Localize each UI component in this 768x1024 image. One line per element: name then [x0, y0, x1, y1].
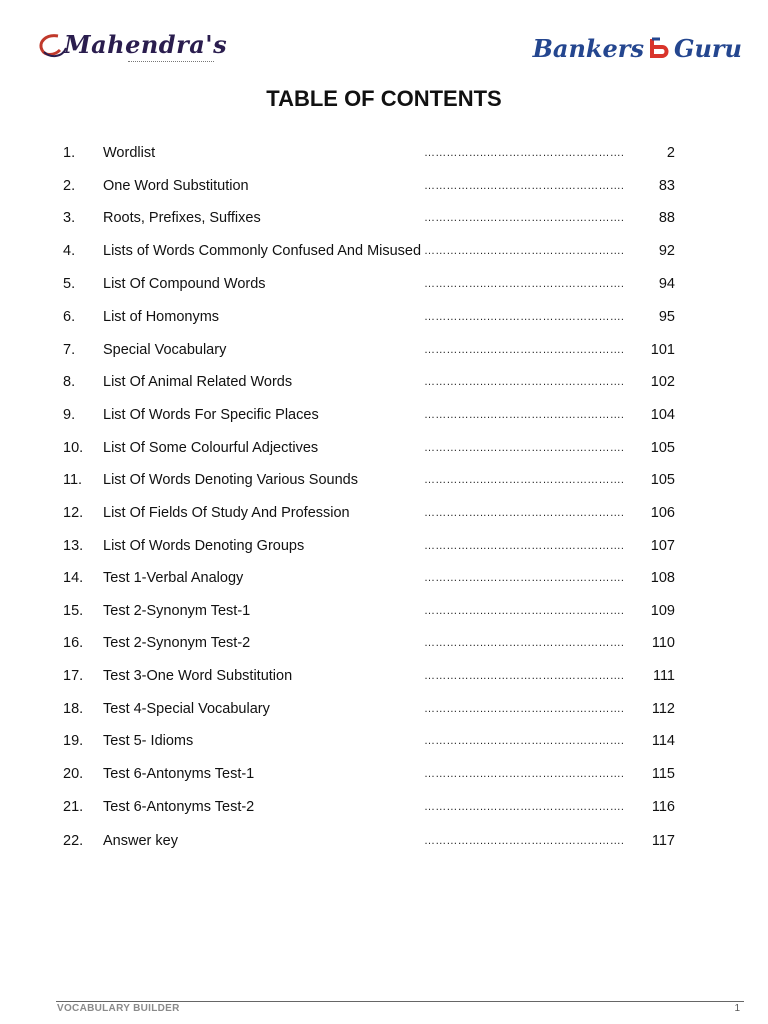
toc-entry-title: Test 3-One Word Substitution [103, 668, 293, 684]
toc-entry [0, 633, 768, 653]
toc-entry [0, 470, 768, 490]
toc-entry-title: Test 1-Verbal Analogy [103, 570, 244, 586]
toc-entry [0, 438, 768, 458]
toc-entry-title: Wordlist [103, 145, 156, 161]
toc-entry-title: Test 2-Synonym Test-1 [103, 603, 251, 619]
toc-entry-page: 102 [650, 374, 675, 390]
toc-entry-page: 95 [658, 309, 675, 325]
toc-entry-number: 17. [63, 668, 84, 684]
toc-entry-page: 109 [650, 603, 675, 619]
toc-entry-page: 2 [666, 145, 675, 161]
toc-entry-page: 94 [658, 276, 675, 292]
toc-entry [0, 764, 768, 784]
toc-entry [0, 797, 768, 817]
toc-entry-title: List of Homonyms [103, 309, 220, 325]
toc-entry-number: 4. [63, 243, 76, 259]
toc-entry-leader: ……………..………………………………. [424, 735, 625, 747]
toc-entry-number: 13. [63, 538, 84, 554]
toc-entry-page: 88 [658, 210, 675, 226]
bankers-guru-logo-left: Bankers [532, 33, 644, 63]
toc-entry-leader: ……………..………………………………. [424, 572, 625, 584]
toc-entry-number: 12. [63, 505, 84, 521]
toc-entry-page: 112 [651, 701, 675, 717]
toc-entry-number: 19. [63, 733, 84, 749]
toc-entry-number: 5. [63, 276, 76, 292]
toc-entry-leader: ……………..………………………………. [424, 703, 625, 715]
toc-entry [0, 568, 768, 588]
page-title: TABLE OF CONTENTS [266, 86, 502, 111]
toc-entry-number: 1. [63, 145, 76, 161]
toc-entry-leader: ……………..………………………………. [424, 376, 625, 388]
toc-entry [0, 731, 768, 751]
toc-entry [0, 143, 768, 163]
toc-entry [0, 176, 768, 196]
toc-entry-leader: ……………..………………………………. [424, 637, 625, 649]
toc-entry-number: 21. [63, 799, 84, 815]
toc-entry-title: Test 4-Special Vocabulary [103, 701, 270, 717]
toc-entry-page: 104 [650, 407, 675, 423]
toc-entry-page: 116 [651, 799, 675, 815]
toc-entry-title: Test 2-Synonym Test-2 [103, 635, 251, 651]
toc-entry-leader: ……………..………………………………. [424, 442, 625, 454]
toc-entry-page: 110 [651, 635, 675, 651]
toc-entry-title: Test 6-Antonyms Test-2 [103, 799, 255, 815]
toc-entry-leader: ……………..………………………………. [424, 278, 625, 290]
toc-entry [0, 699, 768, 719]
toc-entry-number: 9. [63, 407, 76, 423]
toc-entry-number: 15. [63, 603, 84, 619]
toc-entry-leader: ……………..………………………………. [424, 474, 625, 486]
toc-entry-title: One Word Substitution [103, 178, 249, 194]
toc-entry-title: List Of Words For Specific Places [103, 407, 319, 423]
toc-entry-page: 115 [651, 766, 675, 782]
toc-entry [0, 536, 768, 556]
bankers-guru-logo-right: Guru [673, 33, 742, 63]
toc-entry-number: 14. [63, 570, 84, 586]
toc-entry-title: List Of Some Colourful Adjectives [103, 440, 319, 456]
toc-entry-leader: ……………..………………………………. [424, 507, 625, 519]
toc-entry [0, 274, 768, 294]
toc-entry-page: 92 [658, 243, 675, 259]
toc-entry-leader: ……………..………………………………. [424, 212, 625, 224]
toc-entry-leader: ……………..………………………………. [424, 147, 625, 159]
toc-entry-page: 107 [650, 538, 675, 554]
toc-entry-leader: ……………..………………………………. [424, 409, 625, 421]
toc-entry [0, 208, 768, 228]
toc-entry-number: 16. [63, 635, 84, 651]
toc-entry-page: 105 [650, 472, 675, 488]
toc-entry-title: List Of Words Denoting Groups [103, 538, 305, 554]
toc-entry-page: 101 [650, 342, 675, 358]
toc-entry-leader: ……………..………………………………. [424, 245, 625, 257]
toc-entry-number: 20. [63, 766, 84, 782]
toc-entry [0, 241, 768, 261]
toc-entry-number: 11. [63, 472, 83, 488]
toc-entry-title: Special Vocabulary [103, 342, 227, 358]
toc-entry-page: 117 [651, 833, 675, 849]
toc-entry-page: 111 [652, 668, 675, 684]
toc-entry-leader: ……………..………………………………. [424, 180, 625, 192]
toc-entry-leader: ……………..………………………………. [424, 605, 625, 617]
toc-entry-number: 7. [63, 342, 76, 358]
toc-entry-page: 105 [650, 440, 675, 456]
toc-entry [0, 503, 768, 523]
toc-entry-title: List Of Animal Related Words [103, 374, 293, 390]
footer-divider [56, 1001, 744, 1002]
mahendras-logo-text: Mahendra's [64, 30, 228, 59]
toc-entry [0, 307, 768, 327]
toc-entry-number: 8. [63, 374, 76, 390]
toc-entry [0, 372, 768, 392]
footer-page-number: 1 [734, 1003, 740, 1014]
toc-entry-title: List Of Words Denoting Various Sounds [103, 472, 358, 488]
toc-entry-number: 6. [63, 309, 76, 325]
toc-entry-leader: ……………..………………………………. [424, 540, 625, 552]
toc-entry-number: 10. [63, 440, 84, 456]
toc-entry-leader: ……………..………………………………. [424, 768, 625, 780]
toc-entry-number: 2. [63, 178, 76, 194]
toc-entry-title: Lists of Words Commonly Confused And Misused [103, 243, 422, 259]
toc-entry-number: 18. [63, 701, 84, 717]
toc-entry-title: Answer key [103, 833, 178, 849]
toc-entry-title: Test 5- Idioms [103, 733, 194, 749]
toc-entry-title: Roots, Prefixes, Suffixes [103, 210, 261, 226]
toc-entry-page: 114 [651, 733, 675, 749]
toc-entry-number: 22. [63, 833, 84, 849]
toc-entry-page: 83 [658, 178, 675, 194]
toc-entry-number: 3. [63, 210, 76, 226]
toc-entry [0, 601, 768, 621]
toc-entry-page: 108 [650, 570, 675, 586]
toc-entry-title: List Of Fields Of Study And Profession [103, 505, 350, 521]
toc-entry-leader: ……………..………………………………. [424, 801, 625, 813]
toc-entry [0, 831, 768, 851]
toc-entry [0, 405, 768, 425]
toc-entry-title: List Of Compound Words [103, 276, 266, 292]
toc-entry [0, 340, 768, 360]
toc-entry [0, 666, 768, 686]
toc-entry-leader: ……………..………………………………. [424, 311, 625, 323]
toc-entry-leader: ……………..………………………………. [424, 670, 625, 682]
toc-entry-page: 106 [650, 505, 675, 521]
toc-entry-leader: ……………..………………………………. [424, 344, 625, 356]
toc-entry-leader: ……………..………………………………. [424, 835, 625, 847]
toc-entry-title: Test 6-Antonyms Test-1 [103, 766, 255, 782]
footer-title: VOCABULARY BUILDER [57, 1003, 180, 1014]
